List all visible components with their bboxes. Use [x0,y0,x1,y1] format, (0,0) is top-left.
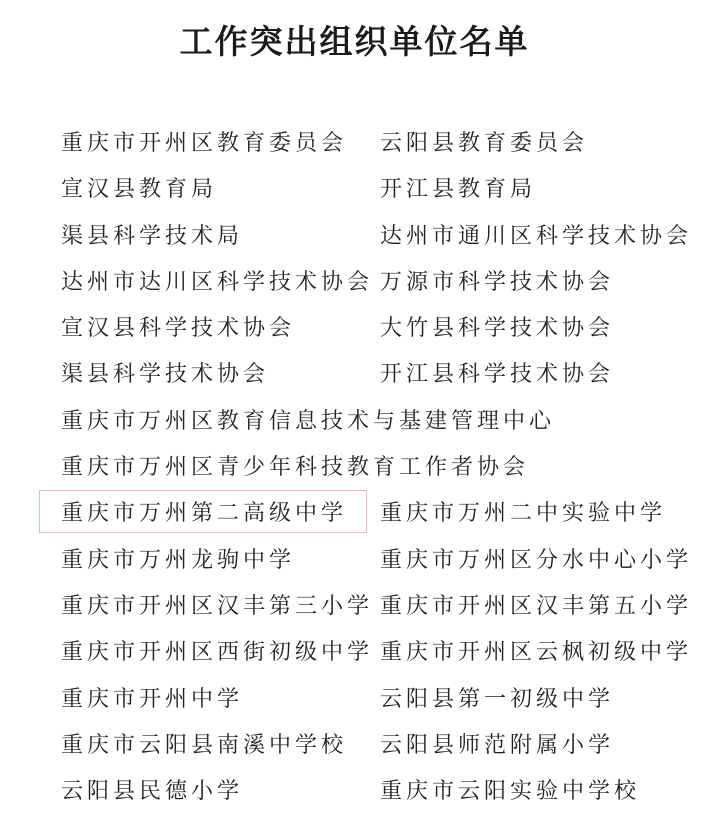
list-row [0,629,709,675]
org-name-right: 云阳县教育委员会 [380,131,589,156]
org-name-right: 重庆市开州区云枫初级中学 [380,640,693,666]
org-name-left: 重庆市万州第二高级中学 [61,501,348,527]
org-name-right: 达州市通川区科学技术协会 [380,223,693,249]
list-row [0,444,709,490]
org-name-left: 重庆市云阳县南溪中学校 [61,732,348,758]
org-name-left: 重庆市万州龙驹中学 [61,547,296,573]
list-row [0,213,709,259]
org-name-right: 重庆市开州区汉丰第五小学 [380,593,693,619]
list-row [0,305,709,351]
org-name-left: 渠县科学技术局 [61,223,244,249]
org-name-right: 万源市科学技术协会 [380,269,615,295]
list-row [0,768,709,814]
list-row [0,120,709,166]
page-title: 工作突出组织单位名单 [179,22,530,61]
list-row [0,676,709,722]
list-row [0,583,709,629]
org-name-right: 大竹县科学技术协会 [380,316,615,342]
org-name-left: 宣汉县科学技术协会 [61,316,296,342]
org-name-left: 宣汉县教育局 [61,177,218,203]
org-name-left: 重庆市万州区教育信息技术与基建管理中心 [61,408,556,434]
org-name-left: 渠县科学技术协会 [61,362,270,388]
org-name-left: 达州市达川区科学技术协会 [61,269,374,295]
org-name-right: 开江县科学技术协会 [380,362,615,388]
org-name-left: 云阳县民德小学 [61,779,244,805]
org-name-right: 重庆市云阳实验中学校 [380,779,641,805]
org-name-left: 重庆市开州区教育委员会 [61,131,348,156]
org-name-left: 重庆市开州区西街初级中学 [61,640,374,666]
list-row [0,351,709,397]
organization-list [0,120,709,814]
org-name-left: 重庆市开州区汉丰第三小学 [61,593,374,619]
org-name-right: 重庆市万州区分水中心小学 [380,547,693,573]
org-name-left: 重庆市开州中学 [61,686,244,712]
list-row [0,166,709,212]
list-row [0,722,709,768]
org-name-right: 重庆市万州二中实验中学 [380,501,667,527]
org-name-right: 开江县教育局 [380,177,537,203]
list-row [0,398,709,444]
list-row [0,259,709,305]
list-row [0,537,709,583]
list-row [0,490,709,536]
org-name-left: 重庆市万州区青少年科技教育工作者协会 [61,455,530,481]
org-name-right: 云阳县第一初级中学 [380,686,615,712]
org-name-right: 云阳县师范附属小学 [380,732,615,758]
